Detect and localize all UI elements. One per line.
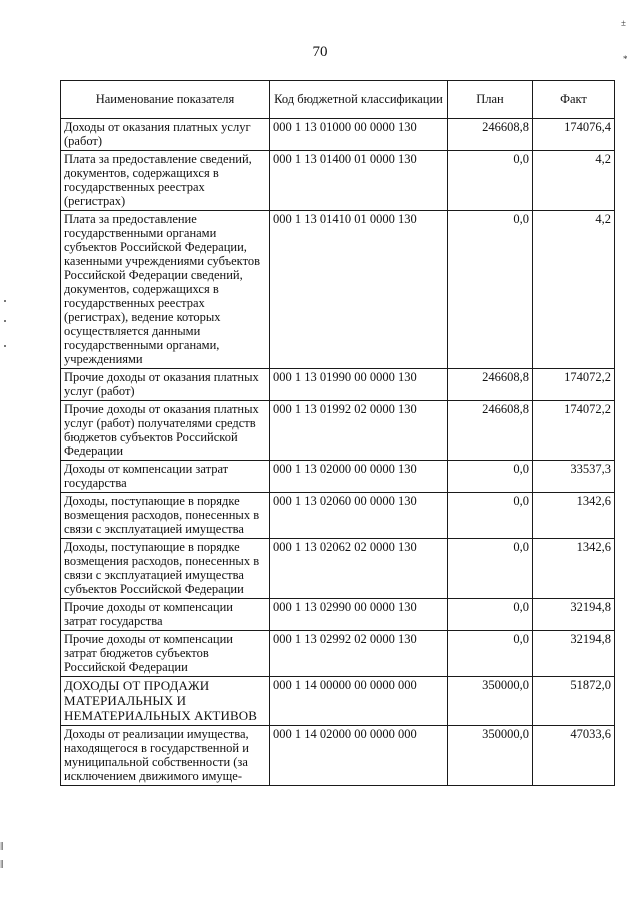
table-row xyxy=(61,151,615,211)
table-row xyxy=(61,369,615,401)
row-code: 000 1 14 02000 00 0000 000 xyxy=(270,726,448,786)
row-code: 000 1 13 01410 01 0000 130 xyxy=(270,211,448,369)
row-code: 000 1 13 01000 00 0000 130 xyxy=(270,119,448,151)
scan-artifact-mark: * xyxy=(623,54,628,64)
row-name: Доходы, поступающие в порядке возмещения расходов, понесенных в связи с эксплуатацией имущества субъектов Российской Федерации xyxy=(61,539,270,599)
table-row xyxy=(61,119,615,151)
row-fact: 174076,4 xyxy=(533,119,615,151)
row-name: ДОХОДЫ ОТ ПРОДАЖИ МАТЕРИАЛЬНЫХ И НЕМАТЕРИАЛЬНЫХ АКТИВОВ xyxy=(61,677,270,726)
row-plan: 0,0 xyxy=(448,211,533,369)
row-code: 000 1 13 01992 02 0000 130 xyxy=(270,401,448,461)
page-number: 70 xyxy=(312,44,328,60)
row-fact: 33537,3 xyxy=(533,461,615,493)
scan-edge-dot xyxy=(4,300,6,302)
scan-edge-dot xyxy=(4,320,6,322)
scan-artifact-mark: ‖ xyxy=(0,839,4,853)
row-name: Прочие доходы от компенсации затрат государства xyxy=(61,599,270,631)
row-name: Прочие доходы от оказания платных услуг (работ) xyxy=(61,369,270,401)
row-name: Прочие доходы от оказания платных услуг (работ) получателями средств бюджетов субъектов Российской Федерации xyxy=(61,401,270,461)
row-fact: 1342,6 xyxy=(533,493,615,539)
row-code: 000 1 13 02992 02 0000 130 xyxy=(270,631,448,677)
row-code: 000 1 13 01400 01 0000 130 xyxy=(270,151,448,211)
row-plan: 246608,8 xyxy=(448,401,533,461)
row-name: Доходы, поступающие в порядке возмещения расходов, понесенных в связи с эксплуатацией имущества xyxy=(61,493,270,539)
row-code: 000 1 13 02990 00 0000 130 xyxy=(270,599,448,631)
row-plan: 246608,8 xyxy=(448,119,533,151)
row-name: Прочие доходы от компенсации затрат бюджетов субъектов Российской Федерации xyxy=(61,631,270,677)
row-code: 000 1 13 02062 02 0000 130 xyxy=(270,539,448,599)
table-row xyxy=(61,461,615,493)
table-row xyxy=(61,677,615,726)
scan-artifact-mark: ± xyxy=(621,18,626,28)
row-plan: 0,0 xyxy=(448,599,533,631)
row-plan: 0,0 xyxy=(448,631,533,677)
row-fact: 174072,2 xyxy=(533,401,615,461)
table-header-row xyxy=(61,81,615,119)
row-name: Плата за предоставление сведений, документов, содержащихся в государственных реестрах (регистрах) xyxy=(61,151,270,211)
row-plan: 0,0 xyxy=(448,461,533,493)
table-row xyxy=(61,401,615,461)
row-code: 000 1 13 02000 00 0000 130 xyxy=(270,461,448,493)
row-fact: 4,2 xyxy=(533,151,615,211)
row-name: Доходы от реализации имущества, находящегося в государственной и муниципальной собственности (за исключением движимого имуще- xyxy=(61,726,270,786)
row-name: Плата за предоставление государственными органами субъектов Российской Федерации, казенными учреждениями субъектов Российской Федерации сведений, документов, содержащихся в государственных реестрах (регистрах), ведение которых осуществляется данными государственными органами, учреждениями xyxy=(61,211,270,369)
header-code: Код бюджетной классификации xyxy=(270,81,448,119)
row-fact: 174072,2 xyxy=(533,369,615,401)
row-code: 000 1 14 00000 00 0000 000 xyxy=(270,677,448,726)
row-plan: 350000,0 xyxy=(448,726,533,786)
row-fact: 51872,0 xyxy=(533,677,615,726)
table-row xyxy=(61,539,615,599)
header-name: Наименование показателя xyxy=(61,81,270,119)
row-plan: 246608,8 xyxy=(448,369,533,401)
row-plan: 0,0 xyxy=(448,493,533,539)
header-fact: Факт xyxy=(533,81,615,119)
table-row xyxy=(61,599,615,631)
row-fact: 1342,6 xyxy=(533,539,615,599)
row-fact: 32194,8 xyxy=(533,631,615,677)
row-fact: 4,2 xyxy=(533,211,615,369)
row-name: Доходы от компенсации затрат государства xyxy=(61,461,270,493)
row-code: 000 1 13 01990 00 0000 130 xyxy=(270,369,448,401)
scan-artifact-mark: ‖ xyxy=(0,857,4,871)
row-fact: 47033,6 xyxy=(533,726,615,786)
row-plan: 0,0 xyxy=(448,539,533,599)
row-plan: 350000,0 xyxy=(448,677,533,726)
scan-edge-dot xyxy=(4,345,6,347)
table-row xyxy=(61,493,615,539)
table-row xyxy=(61,211,615,369)
row-fact: 32194,8 xyxy=(533,599,615,631)
table-row xyxy=(61,631,615,677)
header-plan: План xyxy=(448,81,533,119)
row-code: 000 1 13 02060 00 0000 130 xyxy=(270,493,448,539)
revenue-table xyxy=(60,80,615,786)
row-plan: 0,0 xyxy=(448,151,533,211)
row-name: Доходы от оказания платных услуг (работ) xyxy=(61,119,270,151)
table-row xyxy=(61,726,615,786)
